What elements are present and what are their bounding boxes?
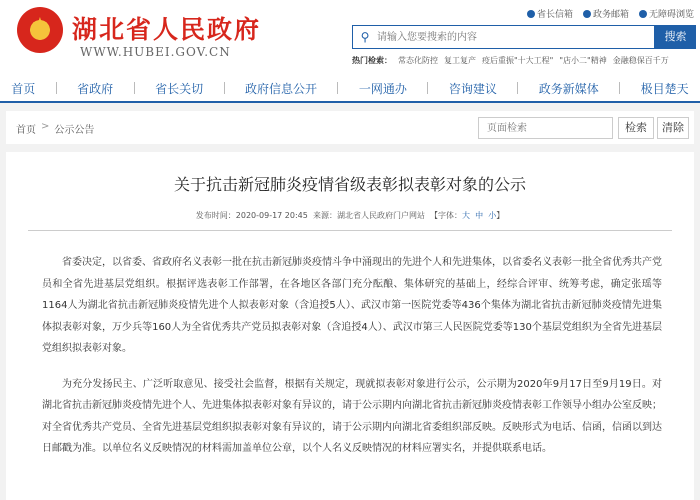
- nav-divider: [619, 82, 620, 94]
- nav-divider: [337, 82, 338, 94]
- font-size-end: 】: [496, 211, 505, 220]
- font-size-large[interactable]: 大: [462, 211, 471, 220]
- article: [6, 152, 694, 500]
- article-paragraph: 省委决定，以省委、省政府名义表彰一批在抗击新冠肺炎疫情斗争中涌现出的先进个人和先进集体，以省委名义表彰一批全省优秀共产党员和全省先进基层党组织。根据评选表彰工作部署，在各地区各部门充分酝酿、集体研究的基础上，经综合评审、统筹考虑，确定张瑶等1164人为湖北省抗击新冠肺炎疫情先进个人拟表彰对象（含追授5人）、武汉市第一医院党委等436个集体为湖北省抗击新冠肺炎疫情先进集体拟表彰对象，万少兵等160人为全省优秀共产党员拟表彰对象（含追授4人）、武汉市第三人民医院党委等130个基层党组织为全省先进基层党组织拟表彰对象。: [42, 257, 662, 354]
- nav-info-disclosure[interactable]: 政府信息公开: [244, 81, 317, 96]
- star-icon: ★: [31, 14, 49, 35]
- nav-new-media[interactable]: 政务新媒体: [538, 81, 599, 96]
- published-time: 2020-09-17 20:45: [235, 211, 308, 220]
- page-search-button[interactable]: 检索: [618, 117, 654, 139]
- hot-word[interactable]: 常态化防控: [398, 56, 438, 65]
- site-header: [0, 0, 700, 75]
- nav-governor-concerns[interactable]: 省长关切: [155, 81, 204, 96]
- main-nav: [0, 75, 700, 103]
- top-links: [527, 7, 694, 20]
- hot-word[interactable]: "店小二"精神: [559, 56, 607, 65]
- nav-consultation[interactable]: 咨询建议: [448, 81, 497, 96]
- published-label: 发布时间：: [195, 211, 236, 220]
- nav-divider: [427, 82, 428, 94]
- site-search-input[interactable]: [377, 27, 654, 47]
- site-search-button[interactable]: 搜索: [655, 25, 696, 49]
- nav-divider: [517, 82, 518, 94]
- site-title[interactable]: 湖北省人民政府: [72, 15, 262, 44]
- page-clear-button[interactable]: 清除: [657, 117, 689, 139]
- breadcrumb-separator: >: [41, 121, 50, 132]
- hot-word[interactable]: 金融稳保百千万: [612, 56, 669, 65]
- hot-searches-label: 热门检索：: [352, 56, 392, 65]
- nav-divider: [134, 82, 135, 94]
- top-link-gov-mail[interactable]: 政务邮箱: [583, 7, 629, 20]
- nav-jimu-chutian[interactable]: 极目楚天: [640, 81, 689, 96]
- site-search-box: [352, 25, 655, 49]
- source-value: 湖北省人民政府门户网站: [336, 211, 425, 220]
- national-emblem-icon[interactable]: [17, 7, 63, 53]
- top-link-mailbox[interactable]: 省长信箱: [527, 7, 573, 20]
- source-label: 来源：: [312, 211, 337, 220]
- article-meta: [6, 210, 694, 221]
- envelope-icon: [583, 10, 591, 18]
- article-paragraph: 为充分发扬民主、广泛听取意见、接受社会监督，根据有关规定，现就拟表彰对象进行公示，公示期为2020年9月17日至9月19日。对湖北省抗击新冠肺炎疫情先进个人、先进集体拟表彰对象有异议的，请于公示期内向湖北省抗击新冠肺炎疫情表彰工作领导小组办公室反映；对全省优秀共产党员、全省先进基层党组织拟表彰对象有异议的，请于公示期内向湖北省委组织部反映。反映形式为电话、信函，信函以到达日邮戳为准。以单位名义反映情况的材料需加盖单位公章，以个人名义反映情况的材料应署实名，并提供联系电话。: [42, 378, 662, 454]
- hot-searches: [352, 55, 669, 66]
- hot-word[interactable]: 疫后重振"十大工程": [482, 56, 554, 65]
- search-icon: ⚲: [360, 30, 370, 44]
- page-search-input[interactable]: [478, 117, 613, 139]
- nav-divider: [224, 82, 225, 94]
- top-link-accessibility[interactable]: 无障碍浏览: [639, 7, 694, 20]
- nav-one-stop-service[interactable]: 一网通办: [358, 81, 407, 96]
- nav-home[interactable]: 首页: [11, 81, 36, 96]
- breadcrumb: [16, 121, 94, 136]
- article-body: [42, 252, 662, 474]
- title-divider: [28, 230, 672, 231]
- nav-divider: [56, 82, 57, 94]
- font-size-label: 【字体：: [430, 211, 463, 220]
- hot-word[interactable]: 复工复产: [444, 56, 476, 65]
- font-size-medium[interactable]: 中: [475, 211, 484, 220]
- font-size-small[interactable]: 小: [488, 211, 497, 220]
- breadcrumb-announcements[interactable]: 公示公告: [54, 125, 95, 136]
- accessibility-icon: [639, 10, 647, 18]
- breadcrumb-home[interactable]: 首页: [16, 125, 36, 136]
- breadcrumb-bar: [6, 111, 694, 144]
- nav-province-gov[interactable]: 省政府: [77, 81, 114, 96]
- mail-icon: [527, 10, 535, 18]
- article-title: 关于抗击新冠肺炎疫情省级表彰拟表彰对象的公示: [173, 175, 526, 194]
- site-url: WWW.HUBEI.GOV.CN: [80, 45, 231, 59]
